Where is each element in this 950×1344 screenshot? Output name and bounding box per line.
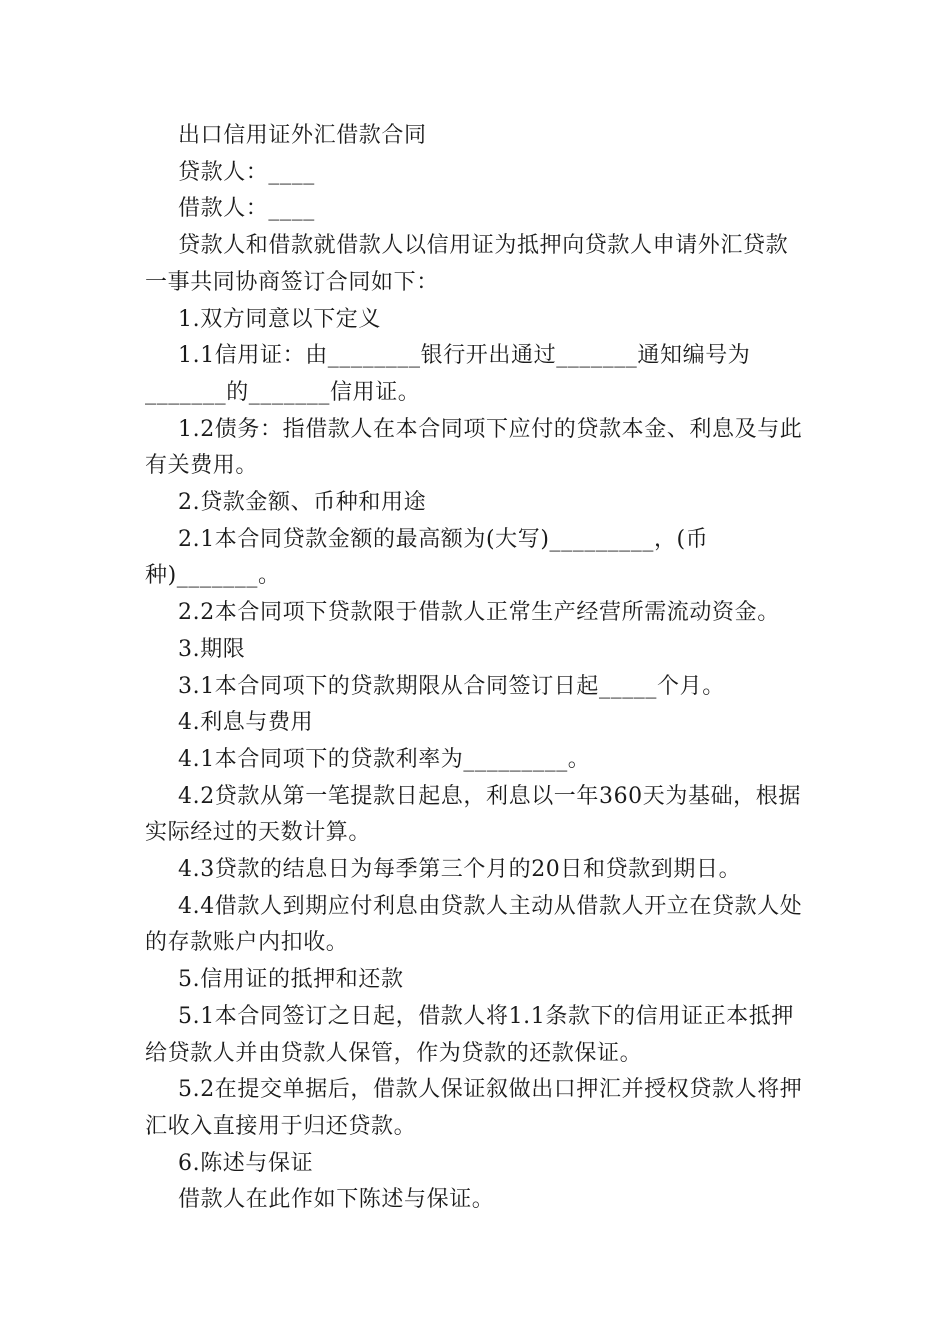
section-heading-pledge: 5.信用证的抵押和还款 (178, 967, 404, 993)
clause-4-1: 4.1本合同项下的贷款利率为_________。 (178, 746, 591, 772)
clause-1-1: 1.1信用证：由________银行开出通过_______通知编号为_______的_______信用证。 (145, 343, 751, 405)
lender-line: 贷款人：____ (178, 159, 315, 185)
document-title: 出口信用证外汇借款合同 (178, 123, 427, 148)
representations-intro: 借款人在此作如下陈述与保证。 (178, 1187, 495, 1213)
clause-2-2: 2.2本合同项下贷款限于借款人正常生产经营所需流动资金。 (178, 600, 780, 626)
clause-5-2: 5.2在提交单据后，借款人保证叙做出口押汇并授权贷款人将押汇收入直接用于归还贷款。 (145, 1077, 803, 1139)
clause-2-1: 2.1本合同贷款金额的最高额为(大写)_________，(币种)_______。 (145, 526, 709, 589)
preamble-paragraph: 贷款人和借款就借款人以信用证为抵押向贷款人申请外汇贷款一事共同协商签订合同如下： (145, 233, 789, 295)
section-heading-definitions: 1.双方同意以下定义 (178, 306, 381, 332)
clause-1-2: 1.2债务：指借款人在本合同项下应付的贷款本金、利息及与此有关费用。 (145, 416, 803, 479)
section-heading-term: 3.期限 (178, 636, 246, 662)
section-heading-interest: 4.利息与费用 (178, 710, 314, 736)
clause-4-2: 4.2贷款从第一笔提款日起息，利息以一年360天为基础，根据实际经过的天数计算。 (145, 783, 801, 846)
clause-4-3: 4.3贷款的结息日为每季第三个月的20日和贷款到期日。 (178, 857, 742, 883)
contract-body (145, 118, 805, 1219)
section-heading-representations: 6.陈述与保证 (178, 1150, 314, 1176)
clause-5-1: 5.1本合同签订之日起，借款人将1.1条款下的信用证正本抵押给贷款人并由贷款人保管，作为贷款的还款保证。 (145, 1003, 794, 1066)
clause-4-4: 4.4借款人到期应付利息由贷款人主动从借款人开立在贷款人处的存款账户内扣收。 (145, 893, 803, 956)
clause-3-1: 3.1本合同项下的贷款期限从合同签订日起_____个月。 (178, 673, 725, 699)
borrower-line: 借款人：____ (178, 196, 315, 222)
section-heading-amount: 2.贷款金额、币种和用途 (178, 490, 427, 516)
